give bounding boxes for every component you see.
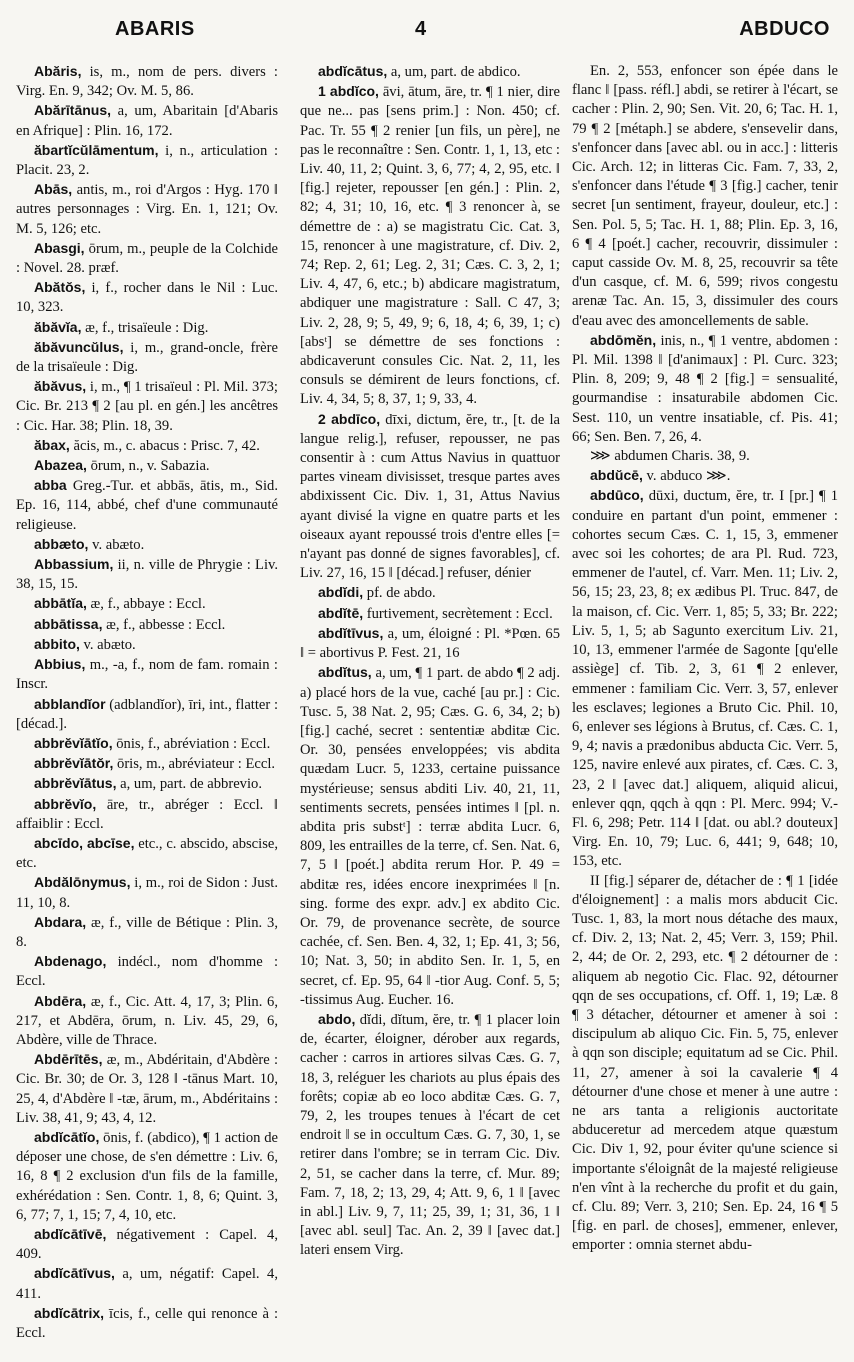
dictionary-entry xyxy=(16,456,278,476)
entry-definition: i, n., articulation : Placit. 23, 2. xyxy=(16,142,278,179)
running-head-left: ABARIS xyxy=(115,18,195,40)
dictionary-entry xyxy=(300,1010,560,1261)
entry-definition: négativement : Capel. 4, 409. xyxy=(16,1226,278,1263)
dictionary-entry xyxy=(16,1304,278,1343)
entry-definition: furtivement, secrètement : Eccl. xyxy=(363,605,553,622)
entry-definition: Greg.-Tur. et abbās, ātis, m., Sid. Ep. 16, 114, abbé, chef d'une communauté religieuse. xyxy=(16,478,278,533)
entry-definition: ⋙ abdumen Charis. 38, 9. xyxy=(590,448,750,465)
dictionary-entry xyxy=(572,466,838,486)
entry-headword: abdĭtē, xyxy=(318,604,364,621)
entry-headword: ăbăvuncŭlus, xyxy=(34,338,124,355)
dictionary-entry xyxy=(16,278,278,317)
dictionary-entry xyxy=(300,624,560,663)
dictionary-entry xyxy=(16,1264,278,1303)
entry-headword: ăbax, xyxy=(34,436,70,453)
entry-headword: abbrĕvĭātŏr, xyxy=(34,755,114,772)
entry-definition: a, um, part. de abbrevio. xyxy=(116,776,262,793)
dictionary-entry xyxy=(16,436,278,456)
entry-definition: æ, f., trisaïeule : Dig. xyxy=(81,319,209,336)
dictionary-entry xyxy=(16,476,278,535)
entry-definition: pf. de abdo. xyxy=(363,585,436,602)
entry-definition: i, m., ¶ 1 trisaïeul : Pl. Mil. 373; Cic. Br. 213 ¶ 2 [au pl. en gén.] les ancêtres : Cic. Har. 38; Plin. 18, 39. xyxy=(16,379,278,434)
entry-headword: Abdēra, xyxy=(34,992,87,1009)
dictionary-entry xyxy=(300,62,560,82)
dictionary-entry xyxy=(16,1050,278,1128)
dictionary-entry xyxy=(572,486,838,871)
dictionary-entry xyxy=(16,555,278,594)
running-head-right: ABDUCO xyxy=(739,18,830,40)
dictionary-entry xyxy=(16,1225,278,1264)
dictionary-entry xyxy=(16,180,278,239)
entry-definition: ōrum, m., peuple de la Colchide : Novel. 28. præf. xyxy=(16,240,278,277)
entry-definition: antis, m., roi d'Argos : Hyg. 170 ‖ autres personnages : Virg. En. 1, 121; Ov. M. 5, 126; etc. xyxy=(16,182,278,237)
entry-headword: abdĭtīvus, xyxy=(318,624,384,641)
entry-headword: Abăris, xyxy=(34,63,82,79)
dictionary-entry xyxy=(16,141,278,180)
entry-headword: ăbartĭcŭlāmentum, xyxy=(34,141,159,158)
dictionary-entry xyxy=(572,447,838,466)
entry-definition: ōrum, n., v. Sabazia. xyxy=(86,458,210,475)
dictionary-entry xyxy=(572,62,838,331)
entry-definition: āre, tr., abréger : Eccl. ‖ affaiblir : Eccl. xyxy=(16,796,278,832)
entry-headword: Abărītānus, xyxy=(34,102,112,119)
page-header xyxy=(0,18,854,52)
dictionary-entry xyxy=(16,774,278,794)
entry-headword: abbito, xyxy=(34,635,80,652)
entry-definition: II [fig.] séparer de, détacher de : ¶ 1 [idée d'éloignement] : a malis mors abducit Cic. Tusc. 1, 83, la mort nous détache des maux, cf. Div. 2, 13; Nat. 2, 45; Verr. 3, 159; Phil. 2, 44; de Or. 2, 293, etc. ¶ 2 détourner de : aliquem ab negotio Cic. Flac. 92, détourner qqn de ses occupations, cf. Off. 1, 19; Læ. 8 ¶ 3 détacher, détourner et amener à soi : discipulum ab aliquo Cic. Fin. 5, 75, enlever à qqn son disciple; equitatum ad se Cic. Phil. 11, 27, amener à soi la cavalerie ¶ 4 détourner d'une chose et mener à une autre : ne ars tanta a religionis auctoritate abduceretur ad mercedem atque quæstum Cic. Div 1, 92, pour éviter qu'une science si importante s'éloignât de la majesté religieuse n'en vînt à la recherche du profit et du gain, cf. Clu. 89; Verr. 3, 210; Sen. Ep. 24, 16 ¶ 5 [fig. en parl. de choses], emmener, enlever, emporter : omnia sternet abdu- xyxy=(572,872,838,1254)
dictionary-entry xyxy=(16,795,278,834)
entry-headword: abdōmĕn, xyxy=(590,331,657,348)
dictionary-entry xyxy=(300,663,560,1010)
entry-headword: abba xyxy=(34,477,67,494)
entry-definition: ii, n. ville de Phrygie : Liv. 38, 15, 15. xyxy=(16,557,278,593)
entry-headword: abdĭcātīvē, xyxy=(34,1225,107,1242)
entry-definition: æ, f., ville de Bétique : Plin. 3, 8. xyxy=(16,914,278,950)
entry-headword: abdŭcē, xyxy=(590,467,643,484)
dictionary-entry xyxy=(16,318,278,338)
entry-headword: abbātĭa, xyxy=(34,595,87,612)
dictionary-entry xyxy=(16,62,278,101)
entry-headword: abdo, xyxy=(318,1010,356,1027)
dictionary-entry xyxy=(300,583,560,603)
entry-definition: æ, f., abbesse : Eccl. xyxy=(102,616,226,633)
entry-headword: abdĭcātĭo, xyxy=(34,1128,100,1145)
dictionary-entry xyxy=(16,754,278,774)
entry-definition: a, um, part. de abdico. xyxy=(387,64,521,80)
dictionary-entry xyxy=(300,82,560,409)
dictionary-entry xyxy=(572,331,838,447)
entry-headword: ăbăvus, xyxy=(34,378,87,395)
page-number: 4 xyxy=(415,18,427,40)
entry-definition: m., -a, f., nom de fam. romain : Inscr. xyxy=(16,657,278,693)
entry-definition: i, m., grand-oncle, frère de la trisaïeule : Dig. xyxy=(16,339,278,376)
entry-definition: inis, n., ¶ 1 ventre, abdomen : Pl. Mil. 1398 ‖ [d'animaux] : Pl. Curc. 323; Plin. 8, 209; 9, 48 ¶ 2 [fig.] = sensualité, gourmandise : insaturabile abdomen Cic. Sest. 110, un ventre insatiable, cf. Pis. 41; 66; Sen. Ben. 7, 26, 4. xyxy=(572,332,838,445)
entry-definition: i, m., roi de Sidon : Just. 11, 10, 8. xyxy=(16,875,278,911)
entry-headword: abdĭcātus, xyxy=(318,63,388,79)
dictionary-entry xyxy=(300,410,560,584)
dictionary-entry xyxy=(16,635,278,655)
entry-definition: indécl., nom d'homme : Eccl. xyxy=(16,954,278,990)
entry-definition: a, um, ¶ 1 part. de abdo ¶ 2 adj. a) placé hors de la vue, caché [au pr.] : Cic. Tusc. 5, 38 Nat. 2, 95; Cæs. G. 6, 34, 2; b) [fig.] caché, secret : sententiæ abditæ Cic. Or. 30, pensées enveloppées; vis abdita quædam Lucr. 5, 1233, certaine puissance mystérieuse; sensus abditi Liv. 40, 21, 11, sentiments secrets, pensées intimes ‖ [pl. n. abdita pris substᵗ] : terræ abdita Lucr. 6, 809, les entrailles de la terre, cf. Sen. Nat. 6, 7, 5 ‖ [poét.] abdita rerum Hor. P. 49 = abditæ res, idées encore inexprimées ‖ [n. sing. forme des expr. adv.] ex abdito Cic. Or. 79, de provenance secrète, de source cachée, cf. Sen. Ben. 4, 32, 1; Ep. 41, 3; 56, 10; Nat. 3, 50; in abdito Sen. Ir. 1, 5, en secret, cf. Ep. 95, 64 ‖ -tior Aug. Conf. 5, 5; -tissimus Aug. Eucher. 16. xyxy=(300,665,560,1008)
entry-definition: En. 2, 553, enfoncer son épée dans le flanc ‖ [pass. réfl.] abdi, se retirer à l'écart, se cacher : Plin. 2, 90; Sen. Vit. 20, 6; Tac. H. 1, 79 ¶ 2 [métaph.] se abdere, s'ensevelir dans, s'enfoncer dans [avec abl. ou in acc.] : litteris Cic. Arch. 12; in litteras Cic. Fam. 7, 33, 2, s'enfoncer dans l'étude ¶ 3 [fig.] cacher, tenir secret [un sentiment, frayeur, douleur, etc.] : Sen. Pol. 5, 5; Tac. H. 1, 88; Plin. Ep. 3, 16, 6 ¶ 4 [poét.] cacher, recouvrir, dissimuler : caput casside Ov. M. 8, 25, recouvrir sa tête d'un casque, cf. M. 6, 599; rivos congestu arenæ Tac. An. 15, 3, dissimuler des cours d'eau avec des amoncellements de sable. xyxy=(572,63,838,329)
entry-definition: āvi, ātum, āre, tr. ¶ 1 nier, dire que ne... pas [sens prim.] : Non. 450; cf. Pac. Tr. 55 ¶ 2 renier [un fils, un père], ne pas le reconnaître : Sen. Contr. 1, 1, 13, etc : Liv. 40, 11, 2; Quint. 3, 6, 77; 4, 2, 95, etc. ‖ [fig.] rejeter, repousser [en gén.] : Plin. 2, 82; 4, 31; 10, 16, etc. ¶ 3 renoncer à, se démettre de : a) se magistratu Cic. Cat. 3, 15, renoncer à une magistrature, cf. Div. 2, 74; Rep. 2, 61; Leg. 2, 31; Cæs. C. 3, 2, 1; Liv. 4, 47, 6, etc.; b) abdicare magistratum, abdiquer une magistrature : Sall. C 47, 3; Liv. 2, 28, 9; 5, 49, 9; 6, 18, 4; 6, 39, 1; c) [absᵗ] se démettre de ses fonctions : abdicaverunt consules Cic. Nat. 2, 11, les consuls se démirent de leurs fonctions, cf. Liv. 4, 34, 5; 8, 37, 1; 9, 33, 4. xyxy=(300,84,560,408)
entry-headword: abdĭcātīvus, xyxy=(34,1265,115,1282)
entry-definition: (adblandĭor), īri, int., flatter : [décad.]. xyxy=(16,696,278,732)
entry-headword: abbrĕvĭo, xyxy=(34,795,97,812)
entry-headword: abbæto, xyxy=(34,535,89,552)
entry-headword: ăbăvĭa, xyxy=(34,318,82,335)
entry-headword: abbrĕvĭātus, xyxy=(34,775,117,792)
entry-headword: abdĭcātrix, xyxy=(34,1304,105,1321)
entry-headword: Abbassium, xyxy=(34,556,114,573)
entry-headword: abbrĕvĭātĭo, xyxy=(34,734,113,751)
dictionary-entry xyxy=(16,655,278,694)
entry-headword: Abdara, xyxy=(34,913,87,930)
entry-definition: æ, f., Cic. Att. 4, 17, 3; Plin. 6, 217, et Abdēra, ōrum, n. Liv. 45, 29, 6, Abdère, ville de Thrace. xyxy=(16,993,278,1048)
entry-definition: ōris, m., abréviateur : Eccl. xyxy=(113,756,276,773)
entry-headword: abdūco, xyxy=(590,487,644,504)
entry-definition: v. abæto. xyxy=(88,536,145,553)
entry-definition: ăcis, m., c. abacus : Prisc. 7, 42. xyxy=(69,437,260,454)
entry-definition: æ, f., abbaye : Eccl. xyxy=(86,596,206,613)
entry-headword: abcīdo, abcīse, xyxy=(34,834,135,851)
entry-definition: i, f., rocher dans le Nil : Luc. 10, 323. xyxy=(16,280,278,316)
entry-definition: a, um, Abaritain [d'Abaris en Afrique] : Plin. 16, 172. xyxy=(16,103,278,139)
dictionary-entry xyxy=(16,834,278,873)
dictionary-entry xyxy=(16,952,278,991)
entry-definition: ōnis, f., abréviation : Eccl. xyxy=(112,735,271,752)
dictionary-entry xyxy=(16,377,278,436)
entry-definition: v. abduco ⋙. xyxy=(642,468,731,485)
entry-headword: abdĭdi, xyxy=(318,584,364,601)
dictionary-entry xyxy=(16,992,278,1051)
column-left xyxy=(16,62,278,1354)
entry-definition: a, um, négatif: Capel. 4, 411. xyxy=(16,1266,278,1302)
dictionary-entry xyxy=(16,594,278,614)
entry-definition: etc., c. abscido, abscise, etc. xyxy=(16,835,278,872)
column-right xyxy=(572,62,838,1354)
entry-definition: is, m., nom de pers. divers : Virg. En. 9, 342; Ov. M. 5, 86. xyxy=(16,64,278,100)
entry-definition: v. abæto. xyxy=(79,636,136,653)
entry-headword: abdĭtus, xyxy=(318,664,372,681)
entry-headword: abblandĭor xyxy=(34,695,106,712)
entry-headword: Abasgi, xyxy=(34,239,85,256)
entry-headword: Abdenago, xyxy=(34,953,107,970)
entry-headword: Abās, xyxy=(34,181,73,198)
entry-headword: 1 abdĭco, xyxy=(318,83,379,100)
entry-headword: 2 abdīco, xyxy=(318,410,381,427)
entry-headword: Abdălōnymus, xyxy=(34,874,131,891)
column-middle xyxy=(300,62,560,1354)
entry-headword: Abazea, xyxy=(34,457,87,474)
dictionary-entry xyxy=(16,695,278,734)
dictionary-entry xyxy=(16,734,278,754)
entry-definition: dūxi, ductum, ĕre, tr. I [pr.] ¶ 1 conduire en partant d'un point, emmener : cohortes secum Cæs. C. 1, 15, 3, emmener avec soi les cohortes; de ara Pl. Rud. 723, emmener de l'autel, cf. Varr. Men. 11; Liv. 2, 56, 15; 23, 23, 8; ex ædibus Pl. Truc. 847, de la maison, cf. Cic. Verr. 1, 85; 5, 33; Br. 222; Liv. 5, 1, 5; ab Sagunto exercitum Liv. 21, 10, 13, emmener l'armée de Sagonte [qu'elle assiège] cf. Tib. 2, 3, 61 ¶ 2 enlever, emmener : familiam Cic. Verr. 3, 57, enlever les esclaves; legiones a Bruto Cic. Phil. 10, 6, enlever ses légions à Brutus, cf. Cæs. C. 1, 9, 4; navis a prædonibus abducta Cic. Verr. 5, 125, navire enlevé aux pirates, cf. Cæs. C. 3, 23, 2 ‖ [avec dat.] aliquem, aliquid alicui, enlever qqn, qqch à qqn : Pl. Merc. 994; V.-Fl. 6, 298; Petr. 114 ‖ [dat. ou abl.? douteux] Virg. En. 10, 79; Luc. 6, 441; 9, 648; 10, 153, etc. xyxy=(572,488,838,870)
entry-definition: dĭdi, dĭtum, ĕre, tr. ¶ 1 placer loin de, écarter, éloigner, dérober aux regards, cacher : carros in artiores silvas Cæs. G. 7, 18, 3, reléguer les chariots au plus épais des forêts; copiæ ab eo loco abditæ Cæs. G. 7, 79, 2, les troupes tenues à l'écart de cet endroit ‖ se in occultum Cæs. G. 7, 30, 1, se retirer dans l'ombre; se in terram Cic. Div. 2, 51, se cacher dans la terre, cf. Mur. 89; Fam. 7, 18, 2; 13, 29, 4; Att. 9, 6, 1 ‖ [avec in abl.] Liv. 9, 7, 11; 25, 39, 1; 31, 36, 1 ‖ [avec abl. seul] Tac. An. 2, 39 ‖ [avec dat.] lateri ensem Virg. xyxy=(300,1011,560,1259)
dictionary-entry xyxy=(16,1128,278,1225)
entry-definition: a, um, éloigné : Pl. *Pœn. 65 ‖ = abortivus P. Fest. 21, 16 xyxy=(300,625,560,662)
dictionary-entry xyxy=(16,615,278,635)
dictionary-entry xyxy=(16,535,278,555)
entry-headword: abbātissa, xyxy=(34,615,103,632)
dictionary-entry xyxy=(16,101,278,140)
entry-definition: ōnis, f. (abdico), ¶ 1 action de déposer une chose, de s'en démettre : Liv. 6, 16, 8 ¶ 2 exclusion d'un fils de la famille, exhérédation : Sen. Contr. 1, 8, 6; Quint. 3, 6, 77; 7, 1, 15; 7, 4, 10, etc. xyxy=(16,1129,278,1223)
entry-definition: dīxi, dictum, ĕre, tr., [t. de la langue relig.], refuser, repousser, ne pas consentir à : cum Attus Navius in quattuor partes vineam divisisset, tresque partes aves abdixissent Cic. Div. 1, 31, Attus Navius ayant divisé la vigne en quatre parts et les oiseaux ayant repoussé trois d'entre elles [= n'ayant pas donné de signes favorables], cf. Liv. 27, 16, 15 ‖ [décad.] refuser, dénier xyxy=(300,411,560,582)
entry-headword: Abbius, xyxy=(34,656,86,673)
dictionary-entry xyxy=(16,913,278,952)
entry-definition: īcis, f., celle qui renonce à : Eccl. xyxy=(16,1305,278,1341)
entry-headword: Abătŏs, xyxy=(34,279,86,296)
dictionary-entry xyxy=(16,338,278,377)
dictionary-entry xyxy=(572,872,838,1256)
entry-definition: æ, m., Abdéritain, d'Abdère : Cic. Br. 30; de Or. 3, 128 ‖ -tānus Mart. 10, 25, 4, d'Abdère ‖ -tæ, ārum, m., Abdéritains : Liv. 38, 41, 9; 43, 4, 12. xyxy=(16,1052,278,1126)
entry-headword: Abdērītēs, xyxy=(34,1051,103,1068)
dictionary-entry xyxy=(300,604,560,624)
dictionary-entry xyxy=(16,239,278,278)
dictionary-entry xyxy=(16,873,278,912)
